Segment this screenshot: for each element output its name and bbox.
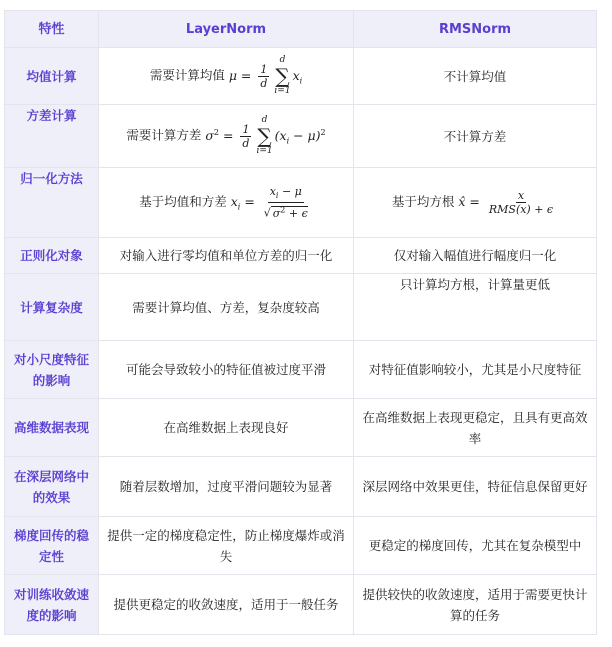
layernorm-cell: 对输入进行零均值和单位方差的归一化 [99,238,354,274]
header-rmsnorm: RMSNorm [354,11,597,48]
formula-subscript: i [286,136,290,145]
feature-cell: 高维数据表现 [5,399,99,457]
formula-lhs: x̂ [458,194,466,209]
frac-numerator: x [269,185,276,199]
frac-denominator-rest: + ϵ [285,206,308,220]
frac-numerator-rest: − μ [278,185,302,199]
frac-denominator: d [242,136,250,150]
formula-lhs: μ [228,67,237,83]
formula-subscript: i [299,76,303,85]
frac-denominator: σ [272,206,281,220]
formula-superscript: 2 [280,205,286,215]
rmsnorm-cell: 提供较快的收敛速度，适用于需要更快计算的任务 [354,575,597,635]
cell-text: 基于均值和方差 [139,194,227,209]
table-row [5,48,597,105]
table-row [5,238,597,274]
rmsnorm-cell: 对特征值影响较小，尤其是小尺度特征 [354,341,597,399]
formula-lhs: x [230,194,238,209]
table-row [5,341,597,399]
layernorm-cell: 可能会导致较小的特征值被过度平滑 [99,341,354,399]
table-row [5,274,597,341]
frac-denominator: RMS(x) + ϵ [488,203,554,216]
header-feature: 特性 [5,11,99,48]
feature-cell: 计算复杂度 [5,274,99,341]
formula-term: x [292,67,300,83]
rmsnorm-cell: 在高维数据上表现更稳定，且具有更高效率 [354,399,597,457]
rmsnorm-cell: 仅对输入幅值进行幅度归一化 [354,238,597,274]
rmsnorm-cell: 不计算方差 [354,105,597,168]
comparison-table [4,10,597,635]
layernorm-cell [99,105,354,168]
layernorm-cell: 需要计算均值、方差，复杂度较高 [99,274,354,341]
formula-subscript: i [237,202,241,212]
header-row [5,11,597,48]
table-row [5,168,597,238]
formula-lhs: σ [205,127,214,143]
formula-term: (x [274,127,287,143]
layernorm-cell [99,168,354,238]
feature-cell: 均值计算 [5,48,99,105]
sum-upper: d [279,55,286,65]
feature-cell: 方差计算 [5,105,99,168]
rmsnorm-cell: 更稳定的梯度回传，尤其在复杂模型中 [354,517,597,575]
sum-lower: i=1 [256,146,273,156]
rmsnorm-formula: x̂ = $\frac{x}{\text{RMS(x) + ϵ}}$ [458,189,554,216]
sum-lower: i=1 [274,86,291,96]
table-row [5,575,597,635]
layernorm-cell: 随着层数增加，过度平滑问题较为显著 [99,457,354,517]
layernorm-cell: 在高维数据上表现良好 [99,399,354,457]
formula-subscript: i [275,191,279,201]
layernorm-cell [99,48,354,105]
frac-numerator: x [517,189,525,202]
feature-cell: 在深层网络中的效果 [5,457,99,517]
table-row [5,105,597,168]
feature-cell: 正则化对象 [5,238,99,274]
table-row [5,457,597,517]
sum-upper: d [261,115,268,125]
feature-cell: 对训练收敛速度的影响 [5,575,99,635]
frac-numerator: 1 [260,62,268,76]
rmsnorm-cell: 深层网络中效果更佳，特征信息保留更好 [354,457,597,517]
variance-formula: $\sigma^2$ = $\frac{1}{d}$ d ∑ i=1 $(x_i - \mu)^2$ [205,115,326,156]
rmsnorm-cell: 只计算均方根，计算量更低 [354,274,597,341]
feature-cell: 归一化方法 [5,168,99,238]
layernorm-cell: 提供更稳定的收敛速度，适用于一般任务 [99,575,354,635]
formula-superscript: 2 [213,127,219,137]
header-layernorm: LayerNorm [99,11,354,48]
rmsnorm-cell: 不计算均值 [354,48,597,105]
cell-text: 需要计算均值 [149,67,225,83]
layernorm-cell: 提供一定的梯度稳定性，防止梯度爆炸或消失 [99,517,354,575]
table-row [5,399,597,457]
layernorm-formula: $x_i$ = $\frac{x_i - \mu}{√ \sigma^2 + \epsilon}$ [230,185,308,220]
cell-text: 基于均方根 [391,194,455,209]
formula-superscript: 2 [320,127,326,137]
mean-formula: μ = $\frac{1}{d}$ d ∑ i=1 $x_i$ [228,55,303,96]
frac-denominator: d [260,76,268,90]
table-row [5,517,597,575]
rmsnorm-cell [354,168,597,238]
formula-term-rest: − μ) [289,127,321,143]
cell-text: 需要计算方差 [126,127,202,143]
feature-cell: 梯度回传的稳定性 [5,517,99,575]
feature-cell: 对小尺度特征的影响 [5,341,99,399]
frac-numerator: 1 [242,122,250,136]
